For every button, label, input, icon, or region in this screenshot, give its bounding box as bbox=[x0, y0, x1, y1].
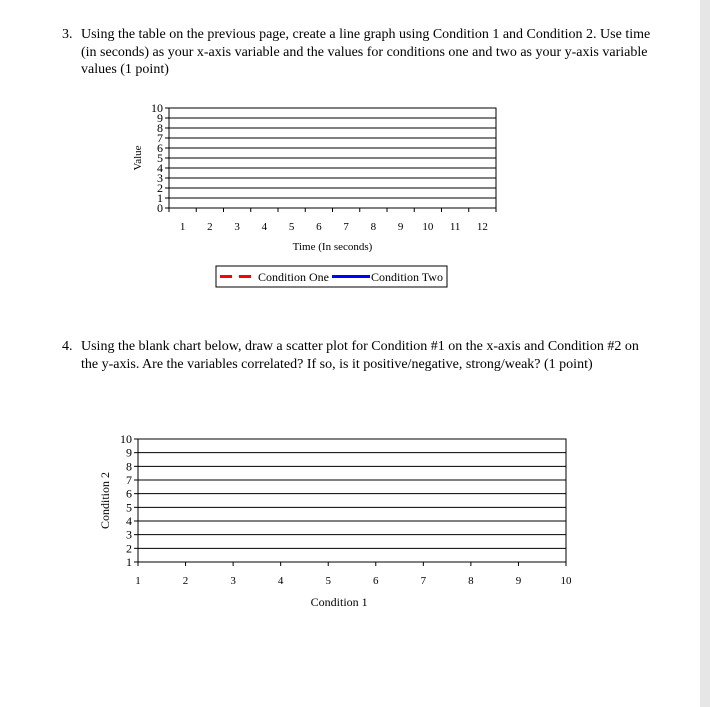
y-tick-label: 1 bbox=[126, 555, 132, 569]
y-tick-label: 7 bbox=[157, 131, 163, 145]
x-tick-label: 2 bbox=[182, 575, 189, 587]
x-tick-label: 5 bbox=[288, 221, 295, 233]
question-text: Using the table on the previous page, create a line graph using Condition 1 and Condition 2. Use time (in seconds) as your x-axis variable and the values for conditions one and two as your y-axis variable values (1 point) bbox=[81, 27, 651, 77]
x-tick-label: 2 bbox=[207, 221, 213, 233]
line-chart bbox=[132, 101, 496, 287]
y-tick-label: 0 bbox=[157, 201, 163, 215]
x-tick-label: 3 bbox=[234, 221, 240, 233]
x-tick-label: 7 bbox=[343, 221, 349, 233]
x-tick-label: 7 bbox=[420, 575, 427, 587]
x-tick-label: 6 bbox=[316, 221, 322, 233]
legend-label-condition-one: Condition One bbox=[258, 270, 329, 284]
x-tick-label: 4 bbox=[261, 221, 268, 233]
y-tick-label: 2 bbox=[126, 541, 132, 556]
legend bbox=[216, 266, 447, 287]
y-tick-label: 7 bbox=[126, 473, 132, 487]
y-tick-label: 5 bbox=[126, 500, 132, 515]
x-tick-label: 4 bbox=[277, 575, 284, 587]
y-axis-title: Condition 2 bbox=[98, 471, 112, 530]
y-tick-label: 3 bbox=[126, 527, 132, 542]
question-number: 3. bbox=[62, 27, 73, 42]
x-tick-label: 9 bbox=[515, 575, 522, 587]
x-tick-label: 8 bbox=[370, 221, 377, 233]
y-tick-label: 9 bbox=[157, 111, 163, 125]
y-tick-label: 5 bbox=[157, 151, 163, 165]
x-axis-title: Time (In seconds) bbox=[292, 241, 373, 253]
y-tick-label: 4 bbox=[157, 161, 163, 175]
x-tick-label: 5 bbox=[325, 575, 331, 587]
x-tick-label: 8 bbox=[468, 575, 474, 587]
x-tick-label: 11 bbox=[449, 221, 461, 233]
y-tick-label: 8 bbox=[157, 121, 163, 135]
question-number: 4. bbox=[62, 339, 73, 354]
y-tick-label: 3 bbox=[157, 171, 163, 185]
legend-label-condition-two: Condition Two bbox=[371, 270, 443, 284]
y-tick-label: 9 bbox=[126, 445, 132, 460]
x-tick-label: 9 bbox=[397, 221, 404, 233]
y-tick-label: 6 bbox=[157, 141, 163, 155]
y-axis-title: Value bbox=[132, 145, 144, 171]
x-tick-label: 12 bbox=[476, 221, 488, 233]
plot-area bbox=[138, 439, 566, 562]
x-tick-label: 1 bbox=[135, 575, 141, 587]
question-text: Using the blank chart below, draw a scatter plot for Condition #1 on the x-axis and Condition #2 on the y-axis. Are the variables correlated? If so, is it positive/negative, strong/weak? (1 point) bbox=[81, 339, 639, 372]
x-tick-label: 1 bbox=[179, 221, 186, 233]
x-tick-label: 10 bbox=[422, 221, 434, 233]
y-tick-label: 8 bbox=[126, 459, 132, 474]
y-tick-label: 10 bbox=[120, 432, 132, 446]
y-tick-label: 6 bbox=[126, 486, 132, 501]
x-tick-label: 3 bbox=[230, 575, 236, 587]
scrollbar-track[interactable] bbox=[700, 0, 710, 707]
y-tick-label: 10 bbox=[151, 101, 163, 115]
y-tick-label: 4 bbox=[126, 514, 132, 528]
y-tick-label: 1 bbox=[157, 191, 163, 205]
y-tick-label: 2 bbox=[157, 181, 163, 195]
x-axis-title: Condition 1 bbox=[310, 595, 368, 609]
x-tick-label: 10 bbox=[560, 575, 572, 587]
x-tick-label: 6 bbox=[373, 575, 379, 587]
scatter-chart bbox=[98, 432, 572, 609]
